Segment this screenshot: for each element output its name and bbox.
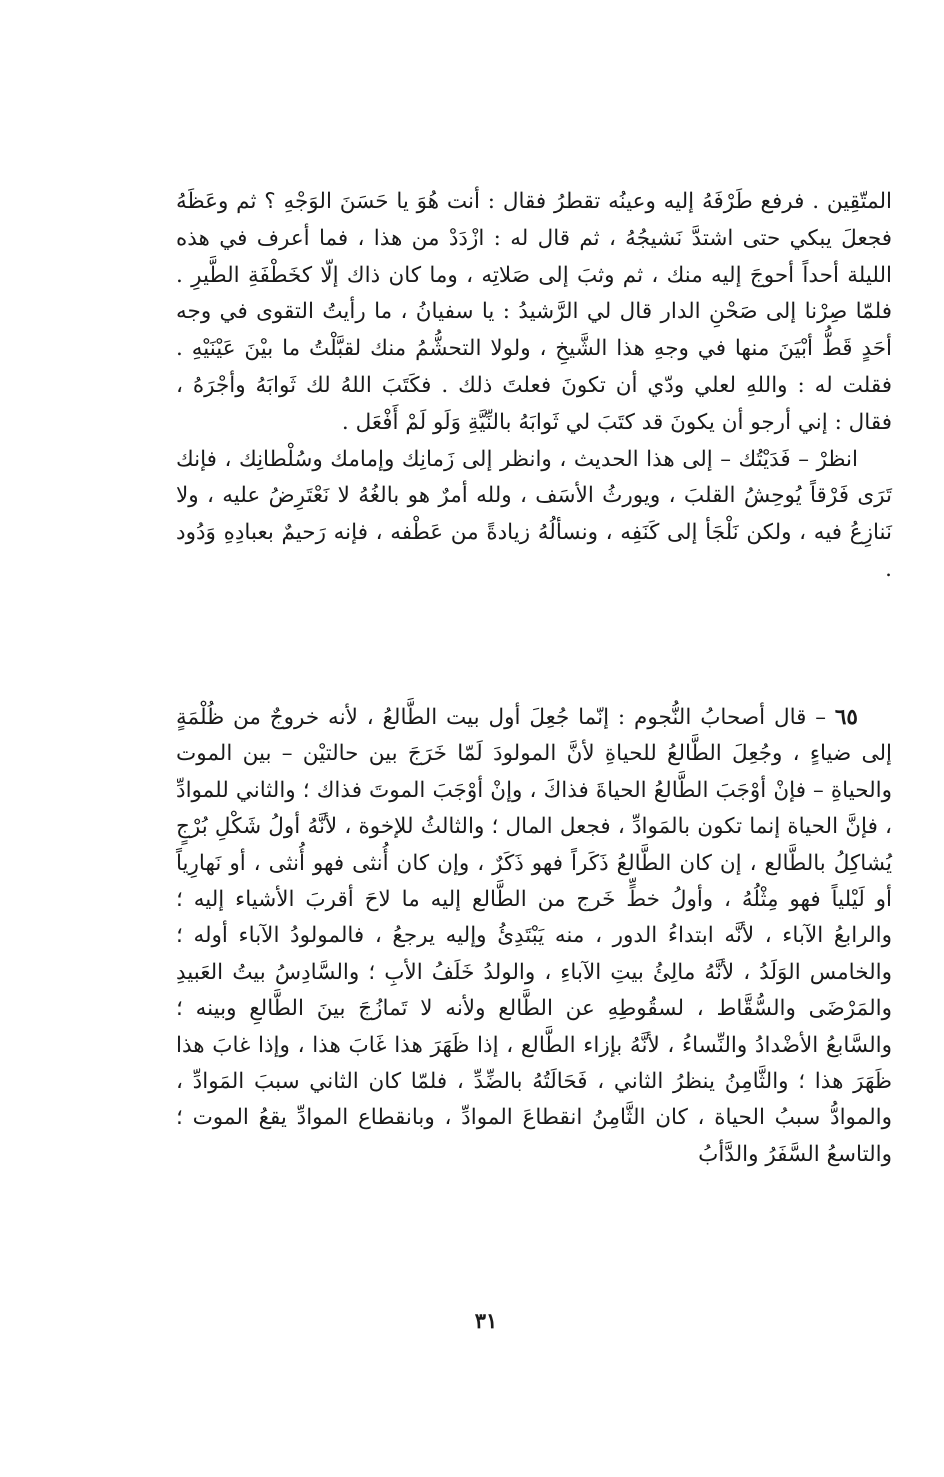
- page-number: ٣١: [474, 1308, 498, 1333]
- paragraph-astrology-text: – قال أصحابُ النُّجوم : إنّما جُعِلَ أول بيت الطَّالعُ ، لأنه خروجٌ من ظُلْمَةٍ إلى ضياءٍ ، وجُعِلَ الطَّالعُ للحياةِ لأنَّ المولودَ لَمّا خَرَجَ بين حالتيْن – بين الموت والحياةِ – فإنْ أوْجَبَ الطَّالعُ الحياةَ فذاكَ ، وإنْ أوْجَبَ الموتَ فذاك ؛ والثاني للموادِّ ، فإنَّ الحياة إنما تكون بالمَوادِّ ، فجعل المال ؛ والثالثُ للإخوة ، لأنَّهُ أولُ شَكْلِ بُرْجٍ يُشاكِلُ بالطَّالع ، إن كان الطَّالعُ ذَكَراً فهو ذَكَرٌ ، وإن كان أُنثى فهو أُنثى ، أو نَهارِياً أو لَيْلياً فهو مِثْلُهُ ، وأولُ خطٍّ خَرج من الطَّالع إليه ما لاحَ أقربَ الأشياء إليه ؛ والرابعُ الآباء ، لأنَّه ابتداءُ الدور ، منه يَبْتَدِئُ وإليه يرجعُ ، فالمولودُ الآباء أوله ؛ والخامس الوَلَدُ ، لأنَّهُ مالِئُ بيتِ الآباءِ ، والولدُ خَلَفُ الأبِ ؛ والسَّادِسُ بيتُ العَبيدِ والمَرْضَى والسُّقَّاط ، لسقُوطِهِ عن الطَّالع ولأنه لا تَمازُجَ بينَ الطَّالعِ وبينه ؛ والسَّابعُ الأضْدادُ والنِّساءُ ، لأنَّهُ بإزاء الطَّالع ، إذا ظَهَرَ هذا غَابَ هذا ، وإذا غابَ هذا ظَهَرَ هذا ؛ والثَّامِنُ ينظرُ الثاني ، فَحَالَتُهُ بالضِّدِّ ، فلمّا كان الثاني سببَ المَوادِّ ، والموادُّ سببُ الحياة ، كان الثَّامِنُ انقطاعَ الموادِّ ، وبانقطاع الموادِّ يقعُ الموت ؛ والتاسعُ السَّفَرُ والدَّأبُ: [176, 705, 892, 1167]
- paragraph-astrology: [176, 700, 892, 1173]
- text-block-lower: [176, 700, 892, 1173]
- text-block-upper: [176, 184, 892, 589]
- item-number: ٦٥: [834, 705, 858, 730]
- paragraph-anecdote: المتّقِين . فرفع طَرْفَهُ إليه وعينُه تقطرُ فقال : أنت هُوَ يا حَسَنَ الوَجْهِ ؟ ثم وعَظَهُ فجعلَ يبكي حتى اشتدَّ نَشيجُهُ ، ثم قال له : ازْدَدْ من هذا ، فما أعرف في هذه الليلة أحداً أحوجَ إليه منك ، ثم وثبَ إلى صَلاتِه ، وما كان ذاك إلّا كخَطْفَةِ الطَّيرِ . فلمّا صِرْنا إلى صَحْنِ الدار قال لي الرَّشيدُ : يا سفيانُ ، ما رأيتُ التقوى في وجه أحَدٍ قَطُّ أبْيَنَ منها في وجهِ هذا الشَّيخِ ، ولولا التحشُّمُ منك لقبَّلْتُ ما بيْنَ عَيْنَيْهِ . فقلت له : واللهِ لعلي ودّي أن تكونَ فعلتَ ذلك . فكَتَبَ اللهُ لك ثَوابَهُ وأجْرَهُ ، فقال : إني أرجو أن يكونَ قد كتَبَ لي ثَوابَهُ بالنِّيَّةِ وَلَو لَمْ أَفْعَل .: [176, 189, 892, 435]
- paragraph-commentary: انظرْ – فَدَيْتُك – إلى هذا الحديث ، وانظر إلى زَمانِك وإمامك وسُلْطانِك ، فإنك تَرَى فَرْقاً يُوحِشُ القلبَ ، ويورثُ الأسَف ، ولله أمرٌ هو بالغُهُ لا نَعْتَرِضُ عليه ، ولا نَنازِعُ فيه ، ولكن نَلْجَأ إلى كَنَفِه ، ونسألُهُ زيادةً من عَطْفه ، فإنه رَحيمٌ بعبادِهِ وَدُود .: [176, 446, 892, 582]
